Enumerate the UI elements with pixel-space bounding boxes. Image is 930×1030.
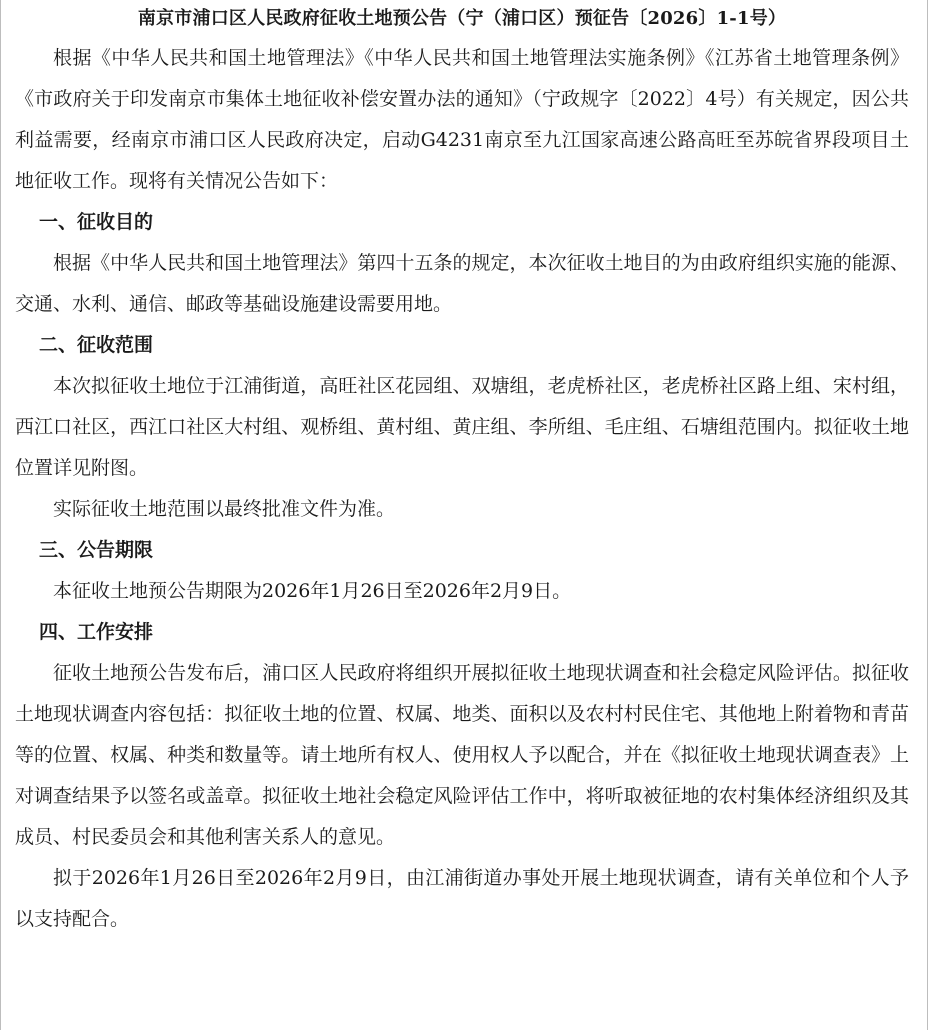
paragraph: 本次拟征收土地位于江浦街道，高旺社区花园组、双塘组，老虎桥社区，老虎桥社区路上组、宋村组，西江口社区，西江口社区大村组、观桥组、黄村组、黄庄组、李所组、毛庄组、石塘组范围内。拟征收土地位置详见附图。 [15, 375, 909, 479]
section-heading-period: 三、公告期限 [39, 539, 154, 561]
section-body-purpose [15, 243, 909, 325]
paragraph: 拟于2026年1月26日至2026年2月9日，由江浦街道办事处开展土地现状调查，请有关单位和个人予以支持配合。 [15, 867, 909, 930]
section-heading-purpose: 一、征收目的 [39, 211, 154, 233]
paragraph: 本征收土地预公告期限为2026年1月26日至2026年2月9日。 [53, 580, 572, 602]
paragraph: 根据《中华人民共和国土地管理法》第四十五条的规定，本次征收土地目的为由政府组织实施的能源、交通、水利、通信、邮政等基础设施建设需要用地。 [15, 252, 909, 315]
paragraph: 实际征收土地范围以最终批准文件为准。 [53, 498, 396, 520]
section-heading-scope: 二、征收范围 [39, 334, 154, 356]
intro-block [15, 38, 909, 202]
intro-paragraph: 根据《中华人民共和国土地管理法》《中华人民共和国土地管理法实施条例》《江苏省土地管理条例》《市政府关于印发南京市集体土地征收补偿安置办法的通知》（宁政规字〔2022〕4号）有关规定，因公共利益需要，经南京市浦口区人民政府决定，启动G4231南京至九江国家高速公路高旺至苏皖省界段项目土地征收工作。现将有关情况公告如下： [15, 47, 909, 192]
document-title: 南京市浦口区人民政府征收土地预公告（宁（浦口区）预征告〔2026〕1-1号） [137, 8, 787, 29]
section-heading-arrangement: 四、工作安排 [39, 621, 154, 643]
section-body-arrangement [15, 653, 909, 940]
paragraph: 征收土地预公告发布后，浦口区人民政府将组织开展拟征收土地现状调查和社会稳定风险评估。拟征收土地现状调查内容包括：拟征收土地的位置、权属、地类、面积以及农村村民住宅、其他地上附着物和青苗等的位置、权属、种类和数量等。请土地所有权人、使用权人予以配合，并在《拟征收土地现状调查表》上对调查结果予以签名或盖章。拟征收土地社会稳定风险评估工作中，将听取被征地的农村集体经济组织及其成员、村民委员会和其他利害关系人的意见。 [15, 662, 909, 848]
section-body-period [15, 571, 909, 612]
section-body-scope [15, 366, 909, 530]
